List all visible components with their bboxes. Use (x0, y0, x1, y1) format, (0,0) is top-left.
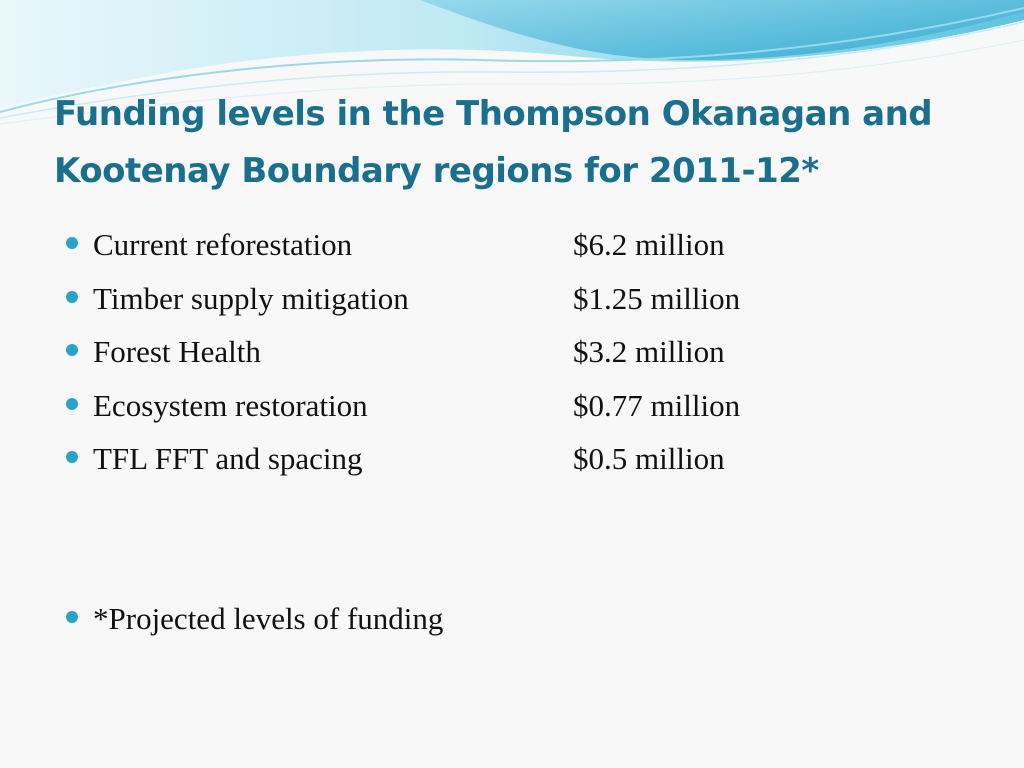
item-label: Timber supply mitigation (93, 280, 409, 316)
bullet-icon (66, 344, 78, 356)
slide-title: Funding levels in the Thompson Okanagan and Kootenay Boundary regions for 2011-12* (54, 94, 933, 191)
item-label: TFL FFT and spacing (93, 441, 363, 476)
item-amount: $0.5 million (573, 441, 725, 476)
bullet-icon (66, 611, 78, 623)
bullet-icon (66, 237, 78, 249)
bullet-icon (66, 398, 78, 410)
list-item (62, 327, 962, 381)
item-amount: $0.77 million (573, 387, 741, 423)
item-label: Forest Health (93, 334, 261, 369)
item-amount: $1.25 million (573, 280, 741, 316)
bullet-icon (66, 291, 78, 303)
list-item (62, 220, 962, 274)
footnote-item (62, 594, 962, 644)
list-item (62, 381, 962, 435)
item-amount: $6.2 million (573, 227, 725, 262)
item-amount: $3.2 million (573, 334, 725, 369)
list-item (62, 274, 962, 328)
list-item (62, 434, 962, 488)
item-label: Ecosystem restoration (93, 387, 368, 423)
bullet-icon (66, 451, 78, 463)
item-label: Current reforestation (93, 227, 353, 262)
funding-list (62, 220, 962, 488)
footnote-text: *Projected levels of funding (93, 601, 444, 636)
